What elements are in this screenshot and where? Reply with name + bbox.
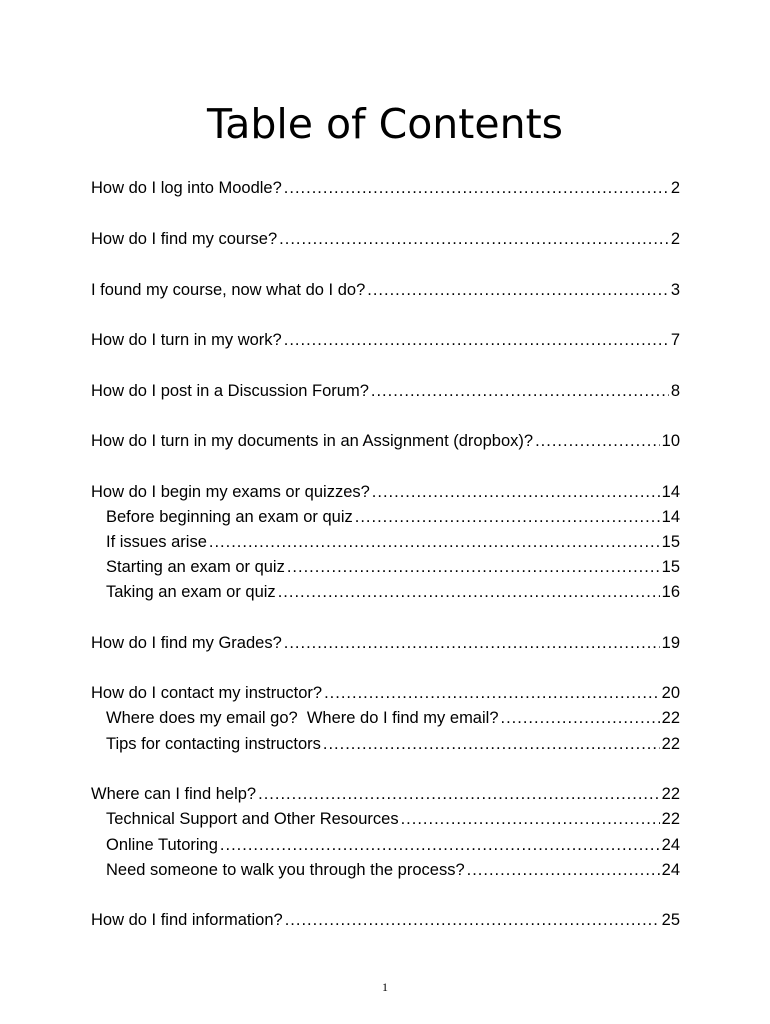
toc-entry[interactable]: [91, 329, 680, 351]
toc-subentry[interactable]: [106, 733, 680, 755]
toc-entry-page: 22: [661, 709, 680, 727]
toc-subentry[interactable]: [106, 707, 680, 729]
toc-entry-label: How do I turn in my documents in an Assignment (dropbox)?: [91, 432, 534, 450]
dot-leader: [279, 228, 669, 250]
toc-entry-page: 7: [670, 331, 680, 349]
toc-entry-page: 25: [661, 911, 680, 929]
toc-entry-page: 22: [661, 735, 680, 753]
toc-entry-page: 22: [661, 810, 680, 828]
toc-entry-page: 16: [661, 583, 680, 601]
toc-entry-page: 2: [670, 230, 680, 248]
dot-leader: [278, 581, 660, 603]
dot-leader: [258, 783, 660, 805]
toc-entry-page: 10: [661, 432, 680, 450]
toc-entry-label: Online Tutoring: [106, 836, 218, 854]
toc-entry-page: 3: [670, 281, 680, 299]
toc-entry-label: How do I find information?: [91, 911, 283, 929]
toc-entry-page: 2: [670, 179, 680, 197]
toc-entry-label: How do I contact my instructor?: [91, 684, 323, 702]
dot-leader: [284, 329, 669, 351]
dot-leader: [401, 808, 660, 830]
toc-entry[interactable]: [91, 632, 680, 654]
toc-entry-page: 24: [661, 836, 680, 854]
page-number: 1: [382, 980, 388, 994]
toc-entry-label: Where does my email go? Where do I find my email?: [106, 709, 499, 727]
toc-entry[interactable]: [91, 177, 680, 199]
toc-entry-label: Need someone to walk you through the process?: [106, 861, 465, 879]
toc-entry[interactable]: [91, 228, 680, 250]
toc-subentry[interactable]: [106, 531, 680, 553]
toc-entry-label: If issues arise: [106, 533, 207, 551]
page-title: Table of Contents: [206, 100, 564, 148]
toc-entry-page: 24: [661, 861, 680, 879]
toc-subentry[interactable]: [106, 506, 680, 528]
toc-subentry[interactable]: [106, 581, 680, 603]
dot-leader: [535, 430, 660, 452]
toc-entry-label: Technical Support and Other Resources: [106, 810, 399, 828]
dot-leader: [324, 682, 660, 704]
toc-entry[interactable]: [91, 430, 680, 452]
toc-entry-page: 20: [661, 684, 680, 702]
toc-entry[interactable]: [91, 481, 680, 503]
toc-entry-page: 14: [661, 483, 680, 501]
toc-entry-page: 15: [661, 533, 680, 551]
toc-entry-label: I found my course, now what do I do?: [91, 281, 366, 299]
toc-subentry[interactable]: [106, 859, 680, 881]
toc-subentry[interactable]: [106, 834, 680, 856]
toc-entry-page: 22: [661, 785, 680, 803]
toc-entry-label: How do I turn in my work?: [91, 331, 282, 349]
dot-leader: [284, 632, 660, 654]
toc-entry[interactable]: [91, 783, 680, 805]
dot-leader: [220, 834, 660, 856]
dot-leader: [284, 177, 669, 199]
toc-entry-label: Taking an exam or quiz: [106, 583, 276, 601]
toc-entry-label: Before beginning an exam or quiz: [106, 508, 353, 526]
dot-leader: [323, 733, 660, 755]
toc-subentry[interactable]: [106, 556, 680, 578]
toc-entry-label: How do I begin my exams or quizzes?: [91, 483, 370, 501]
dot-leader: [285, 909, 660, 931]
toc-entry-page: 19: [661, 634, 680, 652]
toc-entry-label: How do I find my course?: [91, 230, 278, 248]
dot-leader: [287, 556, 660, 578]
toc-entry-page: 14: [661, 508, 680, 526]
dot-leader: [355, 506, 660, 528]
toc-entry-label: Starting an exam or quiz: [106, 558, 285, 576]
dot-leader: [367, 279, 669, 301]
toc-entry[interactable]: [91, 380, 680, 402]
toc-entry-label: Where can I find help?: [91, 785, 257, 803]
toc-entry-label: How do I log into Moodle?: [91, 179, 282, 197]
dot-leader: [467, 859, 660, 881]
toc-entry-label: Tips for contacting instructors: [106, 735, 321, 753]
toc-entry[interactable]: [91, 682, 680, 704]
toc-entry-page: 8: [670, 382, 680, 400]
dot-leader: [372, 481, 660, 503]
dot-leader: [209, 531, 660, 553]
toc-entry-label: How do I find my Grades?: [91, 634, 282, 652]
toc-entry[interactable]: [91, 279, 680, 301]
dot-leader: [501, 707, 660, 729]
toc-subentry[interactable]: [106, 808, 680, 830]
toc-entry-page: 15: [661, 558, 680, 576]
toc-entry[interactable]: [91, 909, 680, 931]
toc-entry-label: How do I post in a Discussion Forum?: [91, 382, 369, 400]
dot-leader: [371, 380, 669, 402]
